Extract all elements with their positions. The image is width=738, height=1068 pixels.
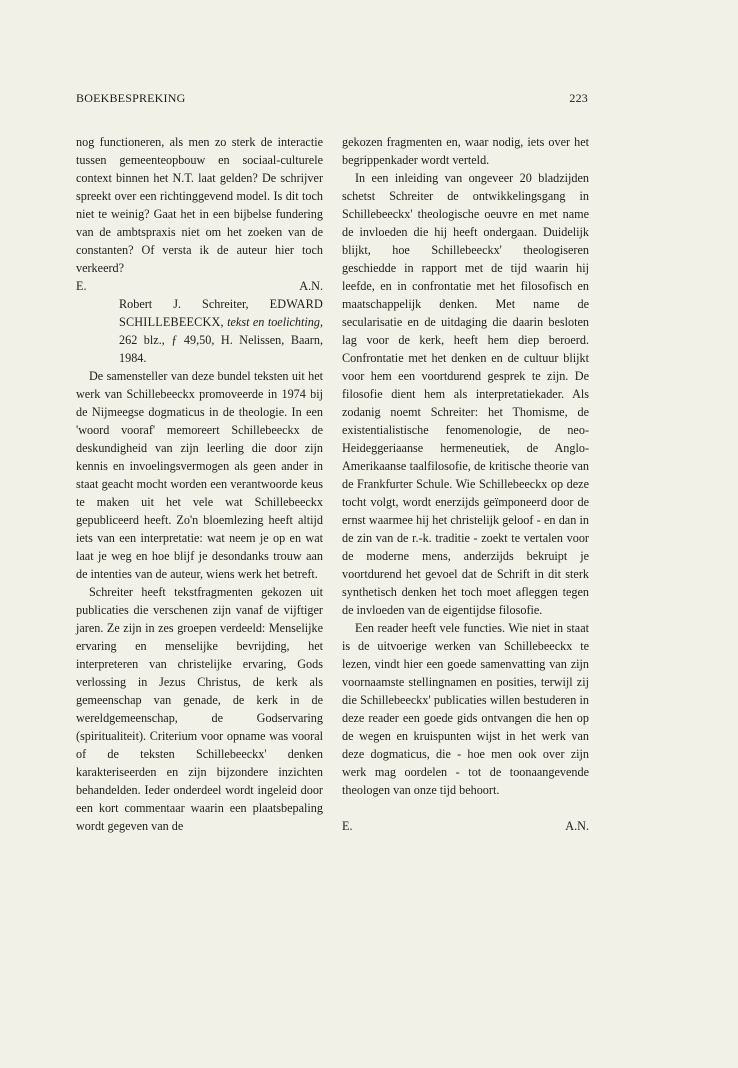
signature-initial: E.	[342, 819, 353, 833]
review-signature	[76, 277, 323, 295]
signature-author: A.N.	[299, 279, 323, 293]
bibliographic-entry	[76, 295, 323, 367]
review-continuation-paragraph: nog functioneren, als men zo sterk de interactie tussen gemeenteopbouw en sociaal-culturele context binnen het N.T. laat gelden? De schrijver spreekt over een richtinggevend model. Is dit toch niet te weinig? Gaat het in een bijbelse fundering van de ambtspraxis niet om het zoeken van de constanten? Of versta ik de auteur hier toch verkeerd?	[76, 135, 323, 275]
body-paragraph: In een inleiding van ongeveer 20 bladzijden schetst Schreiter de ontwikkelingsgang in Schillebeeckx' theologische oeuvre en met name de invloeden die hij heeft ondergaan. Duidelijk blijkt, hoe Schillebeeckx' theologiseren geschiedde in rapport met de tijd waarin hij leefde, en in confrontatie met het filosofisch en maatschappelijk denken. Met name de secularisatie en de uitdaging die daarin besloten lag voor de kerk, heeft hem diep beroerd. Confrontatie met het denken en de cultuur blijkt voor hem een voortdurend gesprek te zijn. De filosofie dient hem als interpretatiekader. Als zodanig noemt Schreiter: het Thomisme, de existentialistische fenomenologie, de neo-Heideggeriaanse hermeneutiek, de Anglo-Amerikaanse taalfilosofie, de kritische theorie van de Frankfurter Schule. Wie Schillebeeckx op deze tocht volgt, wordt enerzijds geïmponeerd door de ernst waarmee hij het christelijk geloof - en dan in de zin van de r.-k. traditie - zoekt te vertalen voor de moderne mens, anderzijds bekruipt je voortdurend het gevoel dat de Schrift in dit sterk synthetisch denken het toch moet afleggen tegen de invloeden van de eigentijdse filosofie.	[342, 171, 589, 617]
signature-author: A.N.	[565, 819, 589, 833]
page-number: 223	[569, 91, 588, 105]
left-column	[76, 133, 323, 835]
body-paragraph: Een reader heeft vele functies. Wie niet in staat is de uitvoerige werken van Schillebeeckx te lezen, vindt hier een goede samenvatting van zijn voornaamste stellingnamen en posities, terwijl zij die Schillebeeckx' publicaties willen bestuderen in deze reader een goede gids ontvangen die hen op de wegen en kruispunten wijst in het werk van deze dogmaticus, die - hoe men ook over zijn werk mag oordelen - tot de toonaangevende theologen van onze tijd behoort.	[342, 621, 589, 797]
book-title: EDWARD SCHILLEBEECKX,	[119, 297, 323, 329]
right-column	[342, 133, 589, 835]
body-paragraph: gekozen fragmenten en, waar nodig, iets over het begrippenkader wordt verteld.	[342, 135, 589, 167]
review-signature	[342, 817, 589, 835]
running-header	[76, 91, 588, 109]
book-details: 262 blz., ƒ 49,50, H. Nelissen, Baarn, 1984.	[119, 333, 323, 365]
book-subtitle: tekst en toelichting,	[227, 315, 324, 329]
signature-initial: E.	[76, 279, 87, 293]
book-author: Robert J. Schreiter,	[119, 297, 249, 311]
body-paragraph: De samensteller van deze bundel teksten uit het werk van Schillebeeckx promoveerde in 1974 bij de Nijmeegse dogmaticus in de theologie. In een 'woord vooraf' memoreert Schillebeeckx de deskundigheid van zijn leerling die door zijn kennis en invoelingsvermogen als geen ander in staat geacht mocht worden een verantwoorde keus te maken uit het vele wat Schillebeeckx gepubliceerd heeft. Zo'n bloemlezing heeft altijd iets van een interpretatie: wat neem je op en wat laat je weg en hoe blijf je desondanks trouw aan de intenties van de auteur, wiens werk het betreft.	[76, 369, 323, 581]
body-paragraph: Schreiter heeft tekstfragmenten gekozen uit publicaties die verschenen zijn vanaf de vijftiger jaren. Ze zijn in zes groepen verdeeld: Menselijke ervaring en menselijke bevrijding, het interpreteren van christelijke ervaring, Gods verlossing in Jezus Christus, de kerk als gemeenschap van genade, de kerk in de wereldgemeenschap, de Godservaring (spiritualiteit). Criterium voor opname was vooral of de teksten Schillebeeckx' denken karakteriseerden en zijn bijzondere inzichten behandelden. Ieder onderdeel wordt ingeleid door een kort commentaar waarin een plaatsbepaling wordt gegeven van de	[76, 585, 323, 833]
section-title: BOEKBESPREKING	[76, 91, 186, 105]
